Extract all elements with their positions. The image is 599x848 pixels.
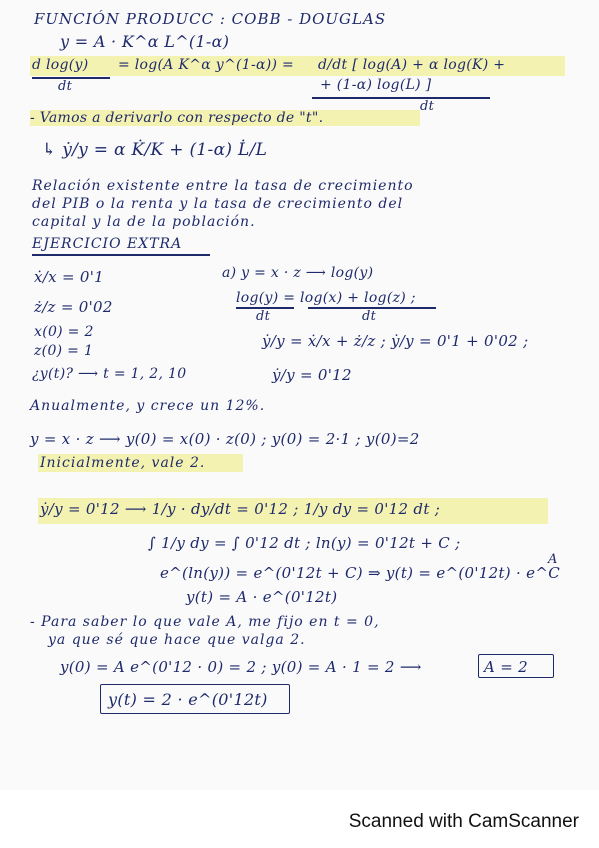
ode-line-3-A: A xyxy=(548,552,558,567)
data-x0: x(0) = 2 xyxy=(34,324,94,340)
formula-growth: ↳ ẏ/y = α K̇/K + (1-α) L̇/L xyxy=(42,140,268,160)
formula-log-rhs-den: dt xyxy=(420,99,435,114)
fraction-bar xyxy=(312,97,490,99)
part-a-log-den-left: dt xyxy=(256,309,271,324)
final-line: y(0) = A e^(0'12 · 0) = 2 ; y(0) = A · 1 = 2 ⟶ xyxy=(60,658,422,676)
final-answer: y(t) = 2 · e^(0'12t) xyxy=(108,690,268,709)
page-heading: FUNCIÓN PRODUCC : COBB - DOUGLAS xyxy=(34,10,387,28)
initial-text: Inicialmente, vale 2. xyxy=(40,455,206,471)
ode-line-4: y(t) = A · e^(0'12t) xyxy=(186,588,338,606)
know-line-1: - Para saber lo que vale A, me fijo en t = 0, xyxy=(30,614,380,630)
note-derive: - Vamos a derivarlo con respecto de "t". xyxy=(30,110,324,126)
formula-log-lhs-den: dt xyxy=(58,79,73,94)
part-a-log-den-right: dt xyxy=(362,309,377,324)
part-a-rates: ẏ/y = ẋ/x + ż/z ; ẏ/y = 0'1 + 0'02 ; xyxy=(262,332,529,350)
formula-log-lhs: d log(y) xyxy=(32,57,89,73)
part-a-result: ẏ/y = 0'12 xyxy=(272,366,352,384)
title-underline xyxy=(32,254,210,256)
formula-log-rhs: d/dt [ log(A) + α log(K) + xyxy=(318,57,506,73)
data-z0: z(0) = 1 xyxy=(34,343,94,359)
formula-production: y = A · K^α L^(1-α) xyxy=(60,32,230,51)
question-yt: ¿y(t)? ⟶ t = 1, 2, 10 xyxy=(32,366,187,382)
initial-equation: y = x · z ⟶ y(0) = x(0) · z(0) ; y(0) = 2·1 ; y(0)=2 xyxy=(30,430,420,448)
annual-growth: Anualmente, y crece un 12%. xyxy=(30,398,266,414)
part-a: a) y = x · z ⟶ log(y) xyxy=(222,265,374,281)
formula-log-rhs2: + (1-α) log(L) ] xyxy=(320,77,432,93)
data-x-rate: ẋ/x = 0'1 xyxy=(34,268,104,286)
camscanner-watermark: Scanned with CamScanner xyxy=(348,811,579,832)
relation-line-3: capital y la de la población. xyxy=(32,214,256,230)
relation-line-1: Relación existente entre la tasa de crecimiento xyxy=(32,178,414,194)
data-z-rate: ż/z = 0'02 xyxy=(34,298,113,316)
relation-line-2: del PIB o la renta y la tasa de crecimiento del xyxy=(32,196,404,212)
final-A: A = 2 xyxy=(484,658,528,676)
ode-line-2: ∫ 1/y dy = ∫ 0'12 dt ; ln(y) = 0'12t + C ; xyxy=(148,534,461,552)
ode-line-1: ẏ/y = 0'12 ⟶ 1/y · dy/dt = 0'12 ; 1/y dy = 0'12 dt ; xyxy=(40,500,441,518)
formula-log-mid: = log(A K^α y^(1-α)) = xyxy=(118,57,295,73)
ode-line-3: e^(ln(y)) = e^(0'12t + C) ⇒ y(t) = e^(0'12t) · e^C xyxy=(160,564,560,582)
exercise-title: EJERCICIO EXTRA xyxy=(32,236,183,252)
know-line-2: ya que sé que hace que valga 2. xyxy=(48,632,306,648)
part-a-log: log(y) = log(x) + log(z) ; xyxy=(236,290,416,306)
